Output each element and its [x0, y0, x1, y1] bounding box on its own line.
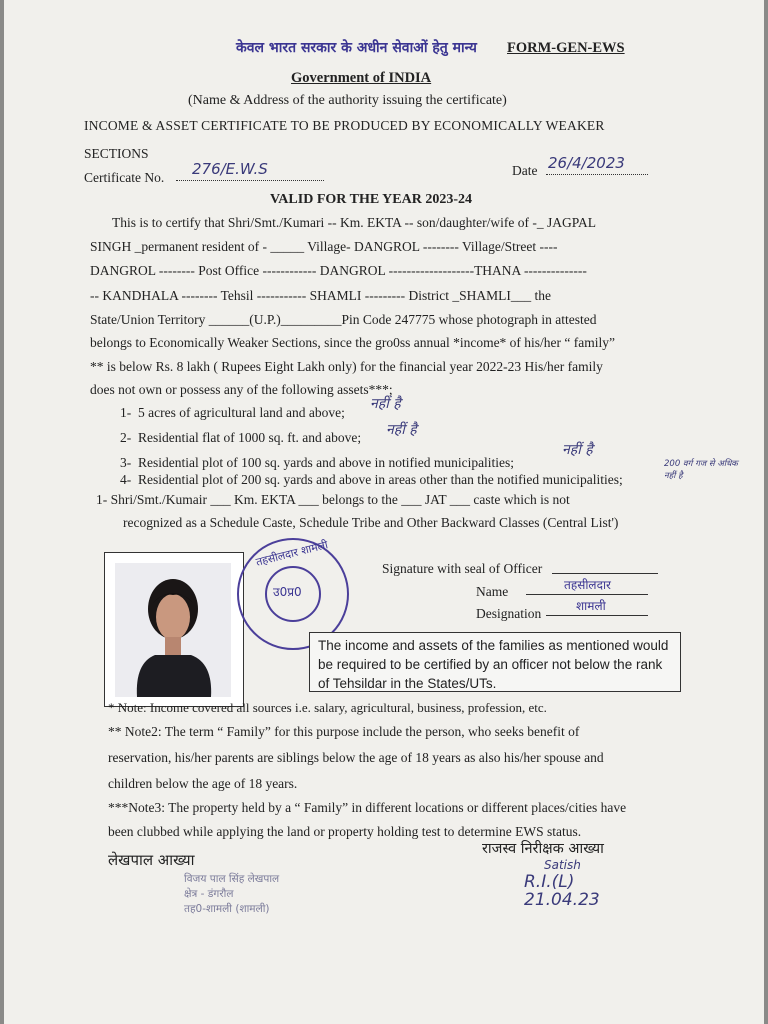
revenue-inspector-designation: R.I.(L)	[524, 872, 575, 892]
note-3-line-1: ***Note3: The property held by a “ Family” in different locations or different places/cities have	[108, 800, 627, 815]
body-line-4: -- KANDHALA -------- Tehsil ----------- SHAMLI --------- District _SHAMLI___ the	[90, 288, 552, 303]
asset-item: 4- Residential plot of 200 sq. yards and above in areas other than the notified municipalities;	[120, 472, 623, 487]
revenue-inspector-signature: Satish	[544, 858, 581, 872]
caste-line-2: recognized as a Schedule Caste, Schedule Tribe and Other Backward Classes (Central List')	[123, 515, 619, 530]
seal-inner-ring	[265, 566, 321, 622]
note-3-line-2: been clubbed while applying the land or property holding test to determine EWS status.	[108, 824, 582, 839]
applicant-photo-frame	[104, 552, 244, 707]
validity-year: VALID FOR THE YEAR 2023-24	[270, 192, 472, 207]
name-value: तहसीलदार	[564, 578, 611, 592]
certificate-title: INCOME & ASSET CERTIFICATE TO BE PRODUCED BY ECONOMICALLY WEAKER	[84, 118, 605, 133]
asset-handwritten-remark: नहीं है	[386, 422, 417, 438]
body-line-2: SINGH _permanent resident of - _____ Village- DANGROL -------- Village/Street ----	[90, 239, 558, 254]
note-2-line-1: ** Note2: The term “ Family” for this purpose include the person, who seeks benefit of	[108, 724, 580, 739]
date-label: Date	[512, 163, 538, 178]
seal-outer-text: तहसीलदार शामली	[254, 538, 330, 569]
tehsildar-certification-note: The income and assets of the families as mentioned would be required to be certified by an officer not below the rank of Tehsildar in the States/UTs.	[309, 632, 681, 692]
certificate-no-field	[176, 160, 324, 181]
revenue-inspector-label: राजस्व निरीक्षक आख्या	[482, 841, 604, 857]
body-line-6: belongs to Economically Weaker Sections, since the gro0ss annual *income* of his/her “ family”	[90, 335, 616, 350]
asset-handwritten-remark: नहीं है	[562, 442, 593, 458]
caste-line-1: 1- Shri/Smt./Kumair ___ Km. EKTA ___ belongs to the ___ JAT ___ caste which is not	[96, 492, 570, 507]
body-line-8: does not own or possess any of the following assets***;	[90, 382, 393, 397]
government-heading: Government of INDIA	[291, 70, 432, 86]
certificate-title-cont: SECTIONS	[84, 146, 149, 161]
lekhpal-report-label: लेखपाल आख्या	[108, 851, 195, 869]
signature-field	[552, 555, 658, 574]
hindi-validity-header: केवल भारत सरकार के अधीन सेवाओं हेतु मान्य	[236, 40, 477, 56]
designation-value: शामली	[576, 599, 606, 613]
body-line-1: This is to certify that Shri/Smt./Kumari -- Km. EKTA -- son/daughter/wife of -_ JAGPAL	[112, 215, 596, 230]
designation-field	[546, 597, 648, 616]
authority-line: (Name & Address of the authority issuing the certificate)	[188, 93, 507, 108]
lekhpal-stamp-line: क्षेत्र - डंगरौल	[184, 888, 234, 900]
certificate-no-value: 276/E.W.S	[192, 160, 268, 178]
seal-inner-text: उ0प्र0	[273, 585, 302, 599]
asset-item: 1- 5 acres of agricultural land and above;	[120, 405, 345, 420]
certificate-no-label: Certificate No.	[84, 170, 165, 185]
body-line-3: DANGROL -------- Post Office ------------ DANGROL -------------------THANA --------------	[90, 263, 587, 278]
note-1: * Note: Income covered all sources i.e. salary, agricultural, business, profession, etc.	[108, 700, 547, 715]
date-field	[546, 154, 648, 175]
date-value: 26/4/2023	[548, 154, 625, 172]
asset-handwritten-remark: 200 वर्ग गज से अधिक नहीं है	[664, 459, 738, 481]
certificate-sheet	[4, 0, 764, 1024]
body-line-7: ** is below Rs. 8 lakh ( Rupees Eight Lakh only) for the financial year 2022-23 His/her family	[90, 359, 603, 374]
asset-handwritten-remark: नहीं है	[370, 396, 401, 412]
name-label: Name	[476, 584, 509, 599]
note-2-line-2: reservation, his/her parents are siblings below the age of 18 years as also his/her spouse and	[108, 750, 604, 765]
lekhpal-stamp-line: विजय पाल सिंह लेखपाल	[184, 873, 280, 885]
asset-item: 3- Residential plot of 100 sq. yards and above in notified municipalities;	[120, 455, 515, 470]
lekhpal-stamp-line: तह0-शामली (शामली)	[184, 903, 270, 915]
body-line-5: State/Union Territory ______(U.P.)_________Pin Code 247775 whose photograph in attested	[90, 312, 597, 327]
name-field	[526, 576, 648, 595]
signature-label: Signature with seal of Officer	[382, 561, 543, 576]
form-code: FORM-GEN-EWS	[507, 40, 625, 56]
lekhpal-stamp	[184, 872, 279, 917]
revenue-inspector-date: 21.04.23	[524, 890, 600, 910]
designation-label: Designation	[476, 606, 542, 621]
applicant-photo	[115, 563, 231, 697]
note-2-line-3: children below the age of 18 years.	[108, 776, 298, 791]
asset-item: 2- Residential flat of 1000 sq. ft. and above;	[120, 430, 362, 445]
